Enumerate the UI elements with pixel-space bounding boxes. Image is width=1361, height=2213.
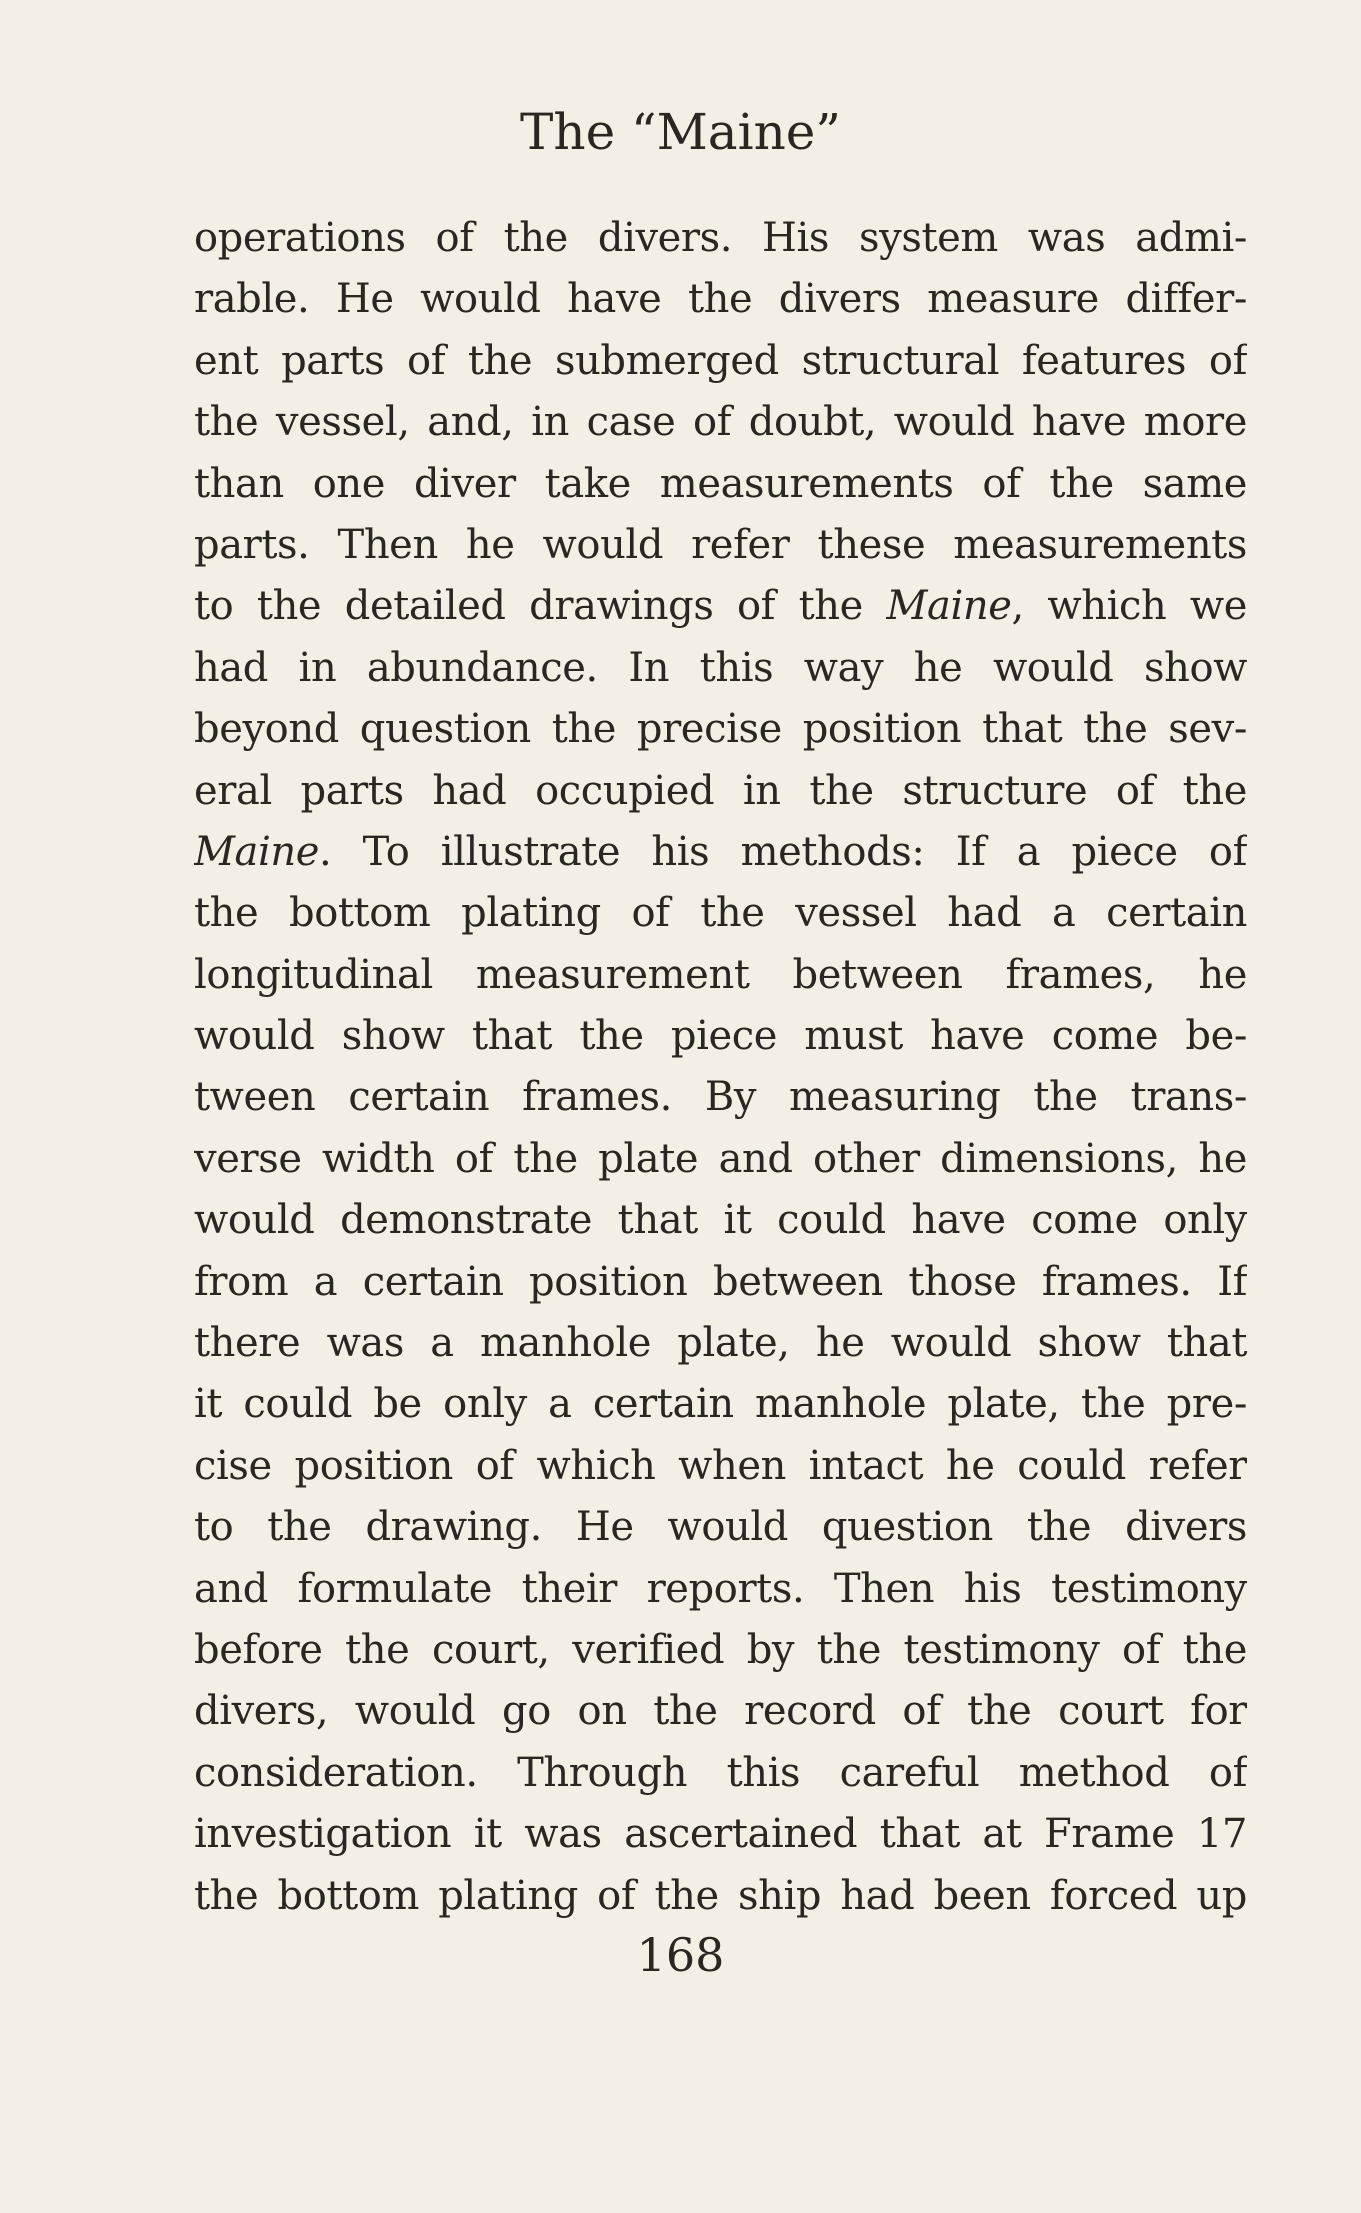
running-head: The “Maine” (520, 103, 841, 161)
text-line: before the court, verified by the testimony of the (194, 1626, 1247, 1673)
text-line: than one diver take measurements of the same (194, 460, 1247, 507)
text-line: to the detailed drawings of the Maine, which we (194, 583, 1247, 630)
text-line: the bottom plating of the vessel had a certain (194, 890, 1247, 937)
text-line: the vessel, and, in case of doubt, would have more (194, 399, 1247, 446)
text-line: operations of the divers. His system was admi- (194, 215, 1247, 261)
text-line: Maine. To illustrate his methods: If a piece of (194, 828, 1247, 875)
text-line: ent parts of the submerged structural features of (194, 337, 1247, 384)
text-line: would demonstrate that it could have come only (194, 1197, 1247, 1244)
text-line: from a certain position between those frames. If (194, 1258, 1247, 1305)
text-line: had in abundance. In this way he would show (194, 644, 1247, 691)
text-line: divers, would go on the record of the court for (194, 1688, 1247, 1735)
text-line: there was a manhole plate, he would show that (194, 1320, 1247, 1367)
text-line: eral parts had occupied in the structure of the (194, 767, 1247, 814)
text-line: rable. He would have the divers measure differ- (194, 276, 1247, 323)
text-line: and formulate their reports. Then his testimony (194, 1565, 1247, 1612)
page-number: 168 (636, 1928, 725, 1982)
text-line: it could be only a certain manhole plate, the pre- (194, 1381, 1247, 1428)
text-line: longitudinal measurement between frames, he (194, 951, 1247, 998)
text-line: parts. Then he would refer these measurements (194, 521, 1247, 568)
text-line: cise position of which when intact he could refer (194, 1442, 1247, 1489)
text-line: would show that the piece must have come be- (194, 1013, 1247, 1060)
text-line: investigation it was ascertained that at Frame 17 (194, 1811, 1247, 1858)
text-line: consideration. Through this careful method of (194, 1749, 1247, 1796)
text-line: to the drawing. He would question the divers (194, 1504, 1247, 1551)
text-line: beyond question the precise position that the sev- (194, 706, 1247, 753)
text-line: verse width of the plate and other dimensions, he (194, 1135, 1247, 1182)
text-line: tween certain frames. By measuring the trans- (194, 1074, 1247, 1121)
text-line: the bottom plating of the ship had been forced up (194, 1872, 1247, 1919)
body-text (194, 208, 1247, 1927)
